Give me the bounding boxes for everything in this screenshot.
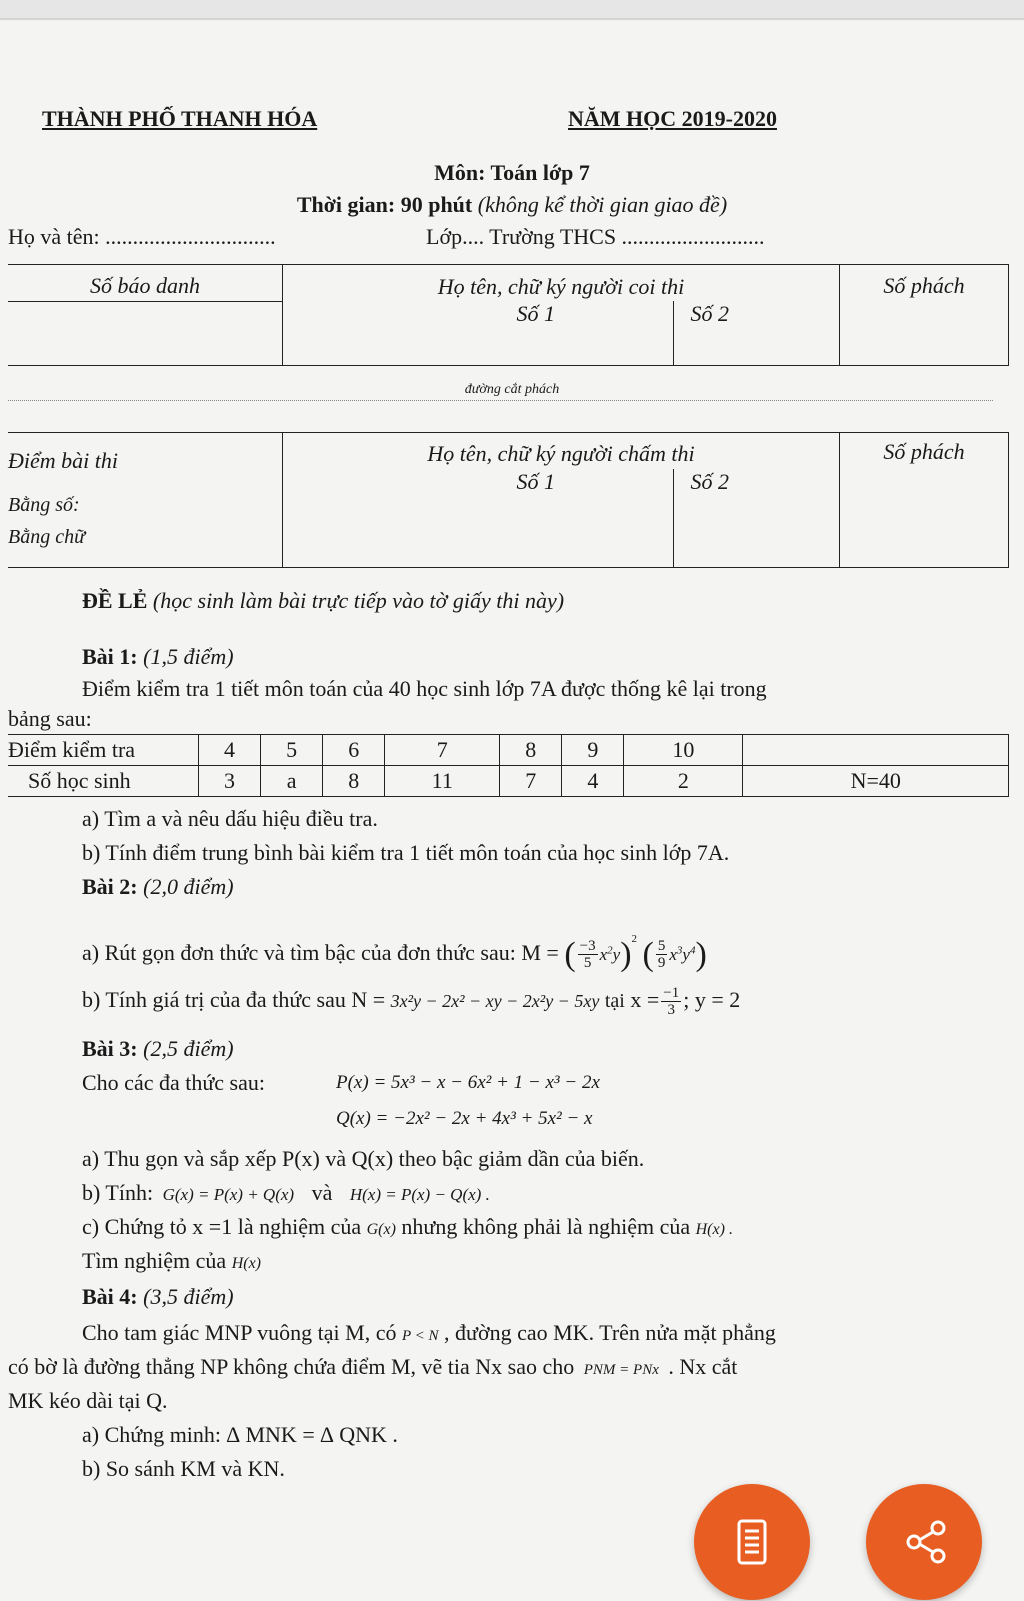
bai4-b: b) So sánh KM và KN. [82, 1456, 285, 1481]
bai3-b-text: b) Tính: [82, 1180, 154, 1205]
count-row-label: Số học sinh [8, 766, 199, 797]
paren-close-icon: ) [620, 935, 632, 973]
fraction-numerator: 5 [657, 938, 666, 955]
count-cell: 11 [385, 766, 500, 797]
monomial-1: $x^2y$ [599, 944, 621, 964]
bai3-c-text2: nhưng không phải là nghiệm của [401, 1214, 691, 1239]
bai2-b-expression: 3x²y − 2x² − xy − 2x²y − 5xy [390, 991, 600, 1011]
score-cell: 9 [562, 735, 624, 766]
cell-proctor-2: Số 2 [674, 301, 840, 366]
grader-table [8, 432, 1009, 568]
bai1-title: Bài 1: [82, 644, 138, 669]
bai4-a: a) Chứng minh: ∆ MNK = ∆ QNK . [82, 1422, 398, 1447]
score-words-label: Bằng chữ [8, 526, 86, 548]
proctor-table [8, 264, 1009, 366]
bai4-line1b: , đường cao MK. Trên nửa mặt phẳng [444, 1320, 776, 1345]
bai2-title: Bài 2: [82, 874, 138, 899]
bai1-a: a) Tìm a và nêu dấu hiệu điều tra. [82, 806, 378, 831]
bai2-b-x: x = [630, 987, 660, 1012]
bai1-line1: Điểm kiểm tra 1 tiết môn toán của 40 học sinh lớp 7A được thống kê lại trong [82, 676, 767, 701]
share-icon [904, 1518, 950, 1566]
cell-candidate-number: Số báo danh [8, 265, 283, 302]
paren-open-icon: ( [564, 935, 576, 973]
exponent-2: 2 [631, 933, 638, 945]
count-cell: a [261, 766, 323, 797]
bai3-b-and: và [311, 1180, 333, 1205]
score-cell: 6 [323, 735, 385, 766]
cell-grader-1: Số 1 [283, 469, 674, 568]
cell-proctor: Họ tên, chữ ký người coi thi [283, 265, 840, 302]
score-cell [743, 735, 1009, 766]
cell-code-2: Số phách [840, 433, 1009, 568]
score-cell: 4 [199, 735, 261, 766]
bai1-points: (1,5 điểm) [143, 644, 234, 669]
bai3-d-H: H(x) [231, 1255, 261, 1272]
time-bold: Thời gian: 90 phút [296, 192, 473, 217]
cell-grader-2: Số 2 [674, 469, 840, 568]
bai3-a: a) Thu gọn và sắp xếp P(x) và Q(x) theo bậc giảm dần của biến. [82, 1146, 645, 1171]
fraction-denominator: 5 [583, 955, 592, 972]
bai4-heading [82, 1284, 234, 1310]
count-cell: 8 [323, 766, 385, 797]
bai1-line2: bảng sau: [8, 706, 92, 731]
bai2-a-text: a) Rút gọn đơn thức và tìm bậc của đơn thức sau: [82, 940, 516, 965]
count-cell-total: N=40 [743, 766, 1009, 797]
score-label: Điểm bài thi [8, 448, 118, 473]
bai2-heading [82, 874, 234, 900]
time-note: (không kể thời gian giao đề) [477, 192, 728, 217]
score-table [8, 734, 1009, 797]
cell-code-1: Số phách [840, 265, 1009, 366]
bai1-heading [82, 644, 234, 670]
bai3-d-text: Tìm nghiệm của [82, 1248, 227, 1273]
class-line: Lớp.... Trường THCS .......................... [426, 224, 765, 249]
bai3-title: Bài 3: [82, 1036, 138, 1061]
score-row-label: Điểm kiểm tra [8, 735, 199, 766]
bai4-title: Bài 4: [82, 1284, 138, 1309]
bai2-a [82, 912, 707, 973]
school-year: NĂM HỌC 2019-2020 [568, 106, 777, 131]
bai2-b-text: b) Tính giá trị của đa thức sau [82, 987, 346, 1012]
share-button[interactable] [866, 1484, 982, 1600]
bai3-given: Cho các đa thức sau: [82, 1070, 265, 1095]
bai3-b-H: H(x) = P(x) − Q(x) . [349, 1185, 490, 1204]
bai3-c-G: G(x) [366, 1221, 396, 1238]
polynomial-P: P(x) = 5x³ − x − 6x² + 1 − x³ − 2x [336, 1072, 600, 1093]
bai3-points: (2,5 điểm) [143, 1036, 234, 1061]
score-cell: 10 [624, 735, 743, 766]
bai3-b-G: G(x) = P(x) + Q(x) [162, 1185, 295, 1204]
fraction [656, 938, 668, 971]
subject-title: Môn: Toán lớp 7 [434, 160, 590, 185]
de-le-note: (học sinh làm bài trực tiếp vào tờ giấy thi này) [152, 588, 565, 613]
bai3-heading [82, 1036, 234, 1062]
city-header: THÀNH PHỐ THANH HÓA [42, 106, 318, 131]
bai4-line1 [82, 1320, 776, 1346]
bai3-c-text1: c) Chứng tỏ x =1 là nghiệm của [82, 1214, 362, 1239]
score-cell: 8 [500, 735, 562, 766]
score-number-label: Bằng số: [8, 494, 80, 516]
fraction [661, 985, 681, 1018]
cut-line [8, 400, 993, 401]
cell-empty-1 [8, 301, 283, 366]
top-bar [0, 0, 1024, 20]
bai4-line2b: . Nx cắt [668, 1354, 738, 1379]
score-cell: 7 [385, 735, 500, 766]
bai2-a-M: M = [521, 940, 559, 965]
bai4-line3: MK kéo dài tại Q. [8, 1388, 168, 1413]
bai2-b-y: ; y = 2 [683, 987, 741, 1012]
bai4-points: (3,5 điểm) [143, 1284, 234, 1309]
document-button[interactable] [694, 1484, 810, 1600]
cell-grader: Họ tên, chữ ký người chấm thi [283, 433, 840, 470]
exam-version [82, 588, 564, 614]
bai3-d [82, 1248, 261, 1274]
bai3-c-H: H(x) . [695, 1221, 733, 1238]
fraction [578, 938, 598, 971]
count-cell: 2 [624, 766, 743, 797]
paren-open-icon: ( [642, 935, 654, 973]
fraction-numerator: −1 [663, 985, 680, 1002]
bai4-line1a: Cho tam giác MNP vuông tại M, có [82, 1320, 397, 1345]
bai2-b-at: tại [604, 990, 625, 1012]
paren-close-icon: ) [695, 935, 707, 973]
fraction-denominator: 9 [657, 955, 666, 972]
count-cell: 4 [562, 766, 624, 797]
count-cell: 7 [500, 766, 562, 797]
bai4-line2a: có bờ là đường thẳng NP không chứa điểm M, vẽ tia Nx sao cho [8, 1354, 575, 1379]
bai4-angle-equal: PNM = PNx [583, 1362, 659, 1378]
name-line: Họ và tên: ............................... [8, 224, 276, 249]
bai3-b [82, 1180, 490, 1206]
bai4-angle-compare: P < N [402, 1328, 439, 1344]
bai2-b-N: N = [351, 987, 386, 1012]
cell-proctor-1: Số 1 [283, 301, 674, 366]
fraction-denominator: 3 [667, 1002, 675, 1019]
cut-label: đường cắt phách [464, 382, 560, 397]
bai1-b: b) Tính điểm trung bình bài kiểm tra 1 tiết môn toán của học sinh lớp 7A. [82, 840, 730, 865]
fraction-numerator: −3 [579, 938, 596, 955]
time-line [0, 192, 1024, 218]
score-cell: 5 [261, 735, 323, 766]
cell-score [8, 433, 283, 568]
bai3-c [82, 1214, 733, 1240]
document-icon [732, 1518, 772, 1566]
count-cell: 3 [199, 766, 261, 797]
bai2-points: (2,0 điểm) [143, 874, 234, 899]
monomial-2: $x^3y^4$ [669, 944, 696, 964]
bai4-line2 [8, 1354, 737, 1380]
polynomial-Q: Q(x) = −2x² − 2x + 4x³ + 5x² − x [336, 1108, 593, 1129]
bai2-b [82, 976, 740, 1024]
de-le-label: ĐỀ LẺ [82, 588, 148, 613]
